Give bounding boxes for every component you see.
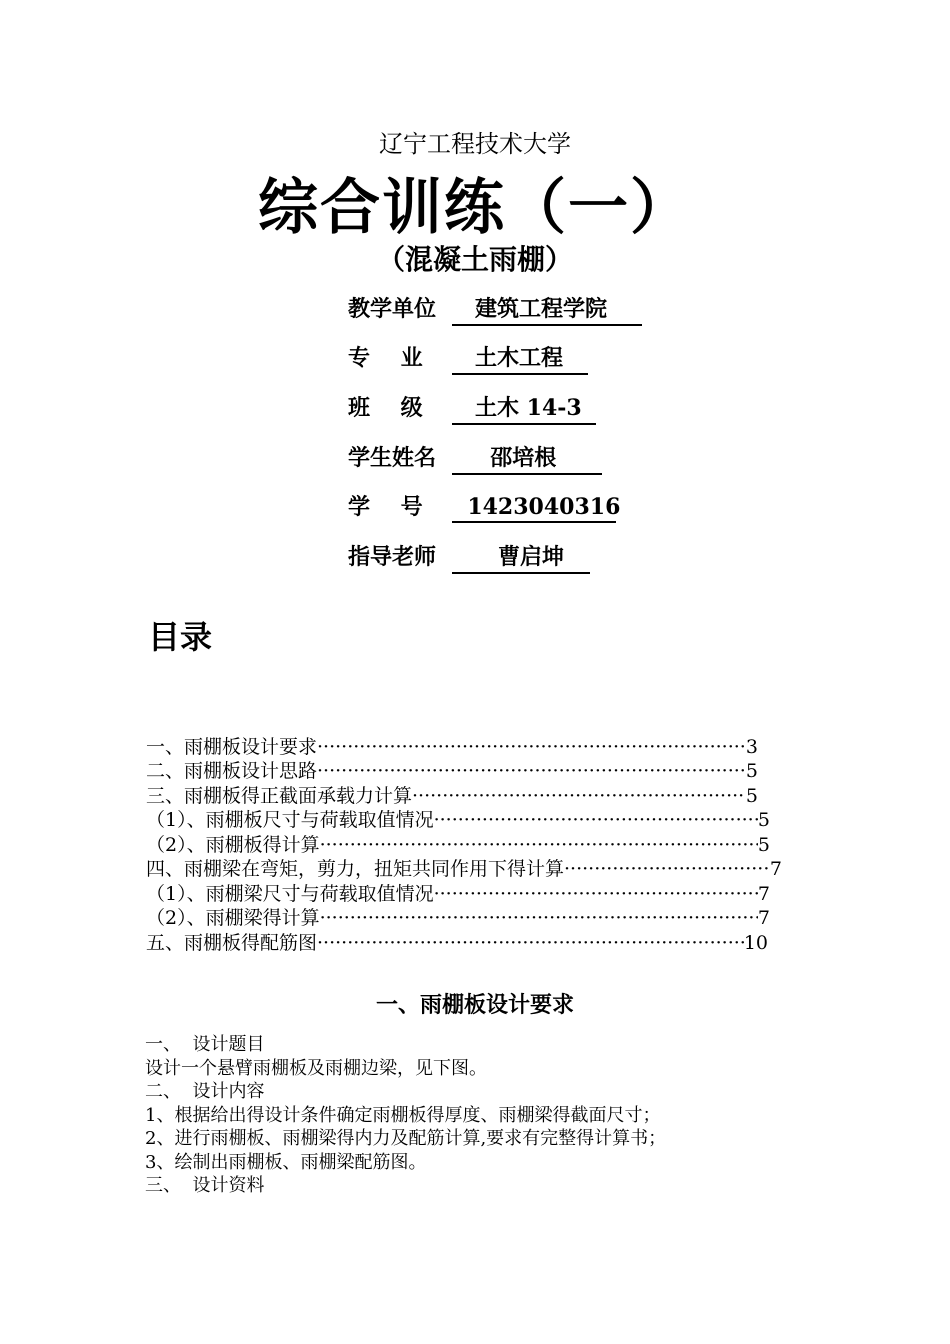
toc-entry-page: 5 bbox=[757, 809, 770, 831]
body-line: 一、 设计题目 bbox=[145, 1034, 265, 1055]
toc-leader bbox=[317, 735, 746, 760]
toc-entry[interactable] bbox=[146, 808, 770, 833]
toc-entry[interactable] bbox=[146, 906, 770, 931]
body-line: 设计一个悬臂雨棚板及雨棚边梁，见下图。 bbox=[145, 1058, 487, 1079]
document-subtitle: （混凝土雨棚） bbox=[376, 243, 573, 276]
info-row-teaching-unit bbox=[348, 292, 642, 328]
toc-leader bbox=[317, 759, 746, 784]
info-row-advisor bbox=[348, 540, 590, 576]
info-row-student-name bbox=[348, 441, 602, 477]
body-line: 三、 设计资料 bbox=[145, 1175, 265, 1196]
toc-leader bbox=[317, 931, 744, 956]
toc-entry-page: 7 bbox=[757, 883, 770, 905]
info-label: 学生姓名 bbox=[348, 445, 437, 471]
toc-entry-title: （1）、雨棚板尺寸与荷载取值情况 bbox=[146, 809, 434, 831]
toc-entry-page: 7 bbox=[769, 858, 782, 880]
toc-leader bbox=[320, 906, 758, 931]
toc-entry[interactable] bbox=[146, 882, 770, 907]
university-name: 辽宁工程技术大学 bbox=[379, 130, 571, 158]
info-label: 指导老师 bbox=[348, 544, 437, 570]
toc-entry-page: 10 bbox=[743, 932, 768, 954]
toc-entry-page: 7 bbox=[757, 907, 770, 929]
toc-entry-title: 四、雨棚梁在弯矩，剪力，扭矩共同作用下得计算 bbox=[146, 858, 565, 880]
toc-leader bbox=[434, 808, 758, 833]
toc-entry-page: 5 bbox=[745, 785, 758, 807]
body-line: 3、绘制出雨棚板、雨棚梁配筋图。 bbox=[145, 1152, 427, 1173]
toc-entry-title: （1）、雨棚梁尺寸与荷载取值情况 bbox=[146, 883, 434, 905]
info-value: 土木工程 bbox=[452, 341, 588, 375]
toc-entry-title: （2）、雨棚梁得计算 bbox=[146, 907, 320, 929]
info-label: 学 号 bbox=[348, 494, 423, 520]
info-value: 1423040316 bbox=[452, 494, 616, 523]
body-line: 2、进行雨棚板、雨棚梁得内力及配筋计算,要求有完整得计算书； bbox=[145, 1128, 667, 1149]
toc-entry-title: （2）、雨棚板得计算 bbox=[146, 834, 320, 856]
document-title: 综合训练（一） bbox=[258, 173, 692, 243]
toc-entry-page: 5 bbox=[745, 760, 758, 782]
toc-entry[interactable] bbox=[146, 784, 758, 809]
toc-leader bbox=[434, 882, 758, 907]
info-value: 邵培根 bbox=[452, 441, 602, 475]
toc-entry-title: 二、雨棚板设计思路 bbox=[146, 760, 318, 782]
info-value: 土木 14-3 bbox=[452, 391, 596, 425]
info-value: 曹启坤 bbox=[452, 540, 590, 574]
info-row-student-id bbox=[348, 490, 621, 526]
toc-entry[interactable] bbox=[146, 759, 758, 784]
toc-leader bbox=[564, 857, 770, 882]
toc-entry[interactable] bbox=[146, 931, 768, 956]
toc-heading: 目录 bbox=[148, 618, 213, 656]
body-line: 1、根据给出得设计条件确定雨棚板得厚度、雨棚梁得截面尺寸； bbox=[145, 1105, 661, 1126]
toc-entry-page: 3 bbox=[745, 736, 758, 758]
toc-entry[interactable] bbox=[146, 833, 770, 858]
info-row-class bbox=[348, 391, 596, 427]
toc-entry[interactable] bbox=[146, 857, 782, 882]
info-row-major bbox=[348, 341, 588, 377]
toc-entry-page: 5 bbox=[757, 834, 770, 856]
toc-leader bbox=[412, 784, 746, 809]
info-label: 班 级 bbox=[348, 395, 423, 421]
info-label: 教学单位 bbox=[348, 296, 437, 322]
toc-entry-title: 三、雨棚板得正截面承载力计算 bbox=[146, 785, 413, 807]
toc-entry-title: 一、雨棚板设计要求 bbox=[146, 736, 318, 758]
toc-leader bbox=[320, 833, 758, 858]
toc-entry-title: 五、雨棚板得配筋图 bbox=[146, 932, 318, 954]
info-label: 专 业 bbox=[348, 345, 423, 371]
info-value: 建筑工程学院 bbox=[452, 292, 642, 326]
body-line: 二、 设计内容 bbox=[145, 1081, 265, 1102]
toc-entry[interactable] bbox=[146, 735, 758, 760]
section-heading: 一、雨棚板设计要求 bbox=[375, 992, 574, 1018]
